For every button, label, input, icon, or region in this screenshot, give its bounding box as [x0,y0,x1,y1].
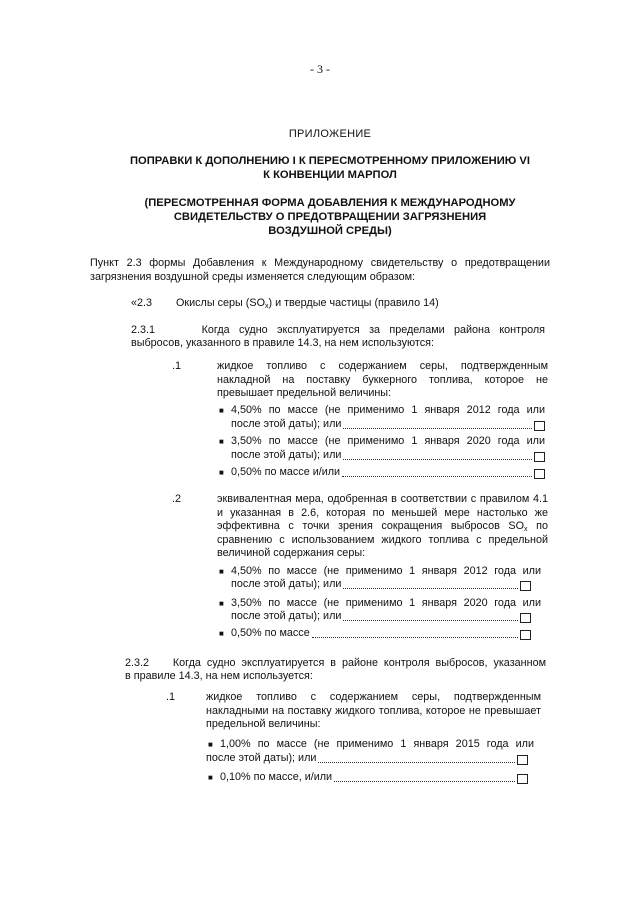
bullet-marker: ■ [219,599,224,608]
item-2-3-2-1-number: .1 [166,691,176,703]
bullet-2-3-1-1-a-line-2: после этой даты); или [231,418,545,432]
bullet-2-3-2-1-b: 0,10% по массе, и/или [220,771,528,785]
checkbox-2-3-2-1-b[interactable] [517,774,528,784]
bullet-2-3-1-2-a-line-1: 4,50% по массе (не применимо 1 января 2012 года или [231,565,541,577]
leader-dots [343,428,532,429]
bullet-2-3-1-1-b-line-1: 3,50% по массе (не применимо 1 января 2020 года или [231,435,545,447]
bullet-marker: ■ [208,740,213,749]
section-2-3-2-line-1: 2.3.2 Когда судно эксплуатируется в районе контроля выбросов, указанном [125,657,547,669]
leader-dots [343,459,532,460]
section-2-3-number: «2.3 [131,297,153,309]
intro-paragraph: Пункт 2.3 формы Добавления к Международному свидетельству о предотвращении загрязнения воздушной среды изменяется следующим образом: [90,257,550,283]
page-number: - 3 - [310,62,330,76]
item-2-3-1-1-number: .1 [172,360,182,372]
bullet-marker: ■ [219,567,224,576]
bullet-marker: ■ [219,468,224,477]
leader-dots [318,762,515,763]
bullet-2-3-1-2-b-line-1: 3,50% по массе (не применимо 1 января 2020 года или [231,597,541,609]
checkbox-2-3-1-2-b[interactable] [520,613,531,623]
leader-dots [312,637,518,638]
item-2-3-1-2-number: .2 [172,493,182,505]
bullet-2-3-2-1-a-line-1: 1,00% по массе (не применимо 1 января 2015 года или [220,738,534,750]
leader-dots [342,476,532,477]
bullet-2-3-1-2-b-line-2: после этой даты); или [231,610,531,624]
title-line-2: К КОНВЕНЦИИ МАРПОЛ [263,169,397,181]
section-2-3-1-line-2: выбросов, указанного в правиле 14.3, на нем используются: [131,337,434,349]
checkbox-2-3-1-1-a[interactable] [534,421,545,431]
bullet-2-3-1-1-b-line-2: после этой даты); или [231,449,545,463]
leader-dots [343,620,518,621]
leader-dots [334,781,515,782]
section-2-3-1-line-1: 2.3.1 Когда судно эксплуатируется за пределами района контроля [131,324,545,336]
bullet-2-3-1-1-c: 0,50% по массе и/или [231,466,545,480]
subtitle-line-2: СВИДЕТЕЛЬСТВУ О ПРЕДОТВРАЩЕНИИ ЗАГРЯЗНЕНИЯ [173,211,487,223]
bullet-2-3-1-1-a-line-1: 4,50% по массе (не применимо 1 января 2012 года или [231,404,545,416]
bullet-marker: ■ [219,406,224,415]
subtitle-line-1: (ПЕРЕСМОТРЕННАЯ ФОРМА ДОБАВЛЕНИЯ К МЕЖДУНАРОДНОМУ [144,197,516,209]
bullet-marker: ■ [208,773,213,782]
checkbox-2-3-1-1-b[interactable] [534,452,545,462]
annex-label: ПРИЛОЖЕНИЕ [288,128,372,140]
item-2-3-2-1-text: жидкое топливо с содержанием серы, подтвержденным накладными на поставку жидкого топлива, которое не превышает предельной величины: [206,691,541,730]
bullet-marker: ■ [219,437,224,446]
bullet-marker: ■ [219,629,224,638]
bullet-2-3-1-2-a-line-2: после этой даты); или [231,578,531,592]
bullet-2-3-1-2-c: 0,50% по массе [231,627,531,641]
section-2-3-title: Окислы серы $(SO_x)$ и твердые частицы (правило 14) [176,297,439,310]
item-2-3-1-1-text: жидкое топливо с содержанием серы, подтвержденным накладной на поставку буккерного топлива, которое не превышает предельной величины: [217,360,548,399]
item-2-3-1-2-text: эквивалентная мера, одобренная в соответствии с правилом 4.1 и указанная в 2.6, которая по меньшей мере настолько же эффективна с точки зрения сокращения выбросов $SO_x$ по сравнению с использованием жидкого топлива с предельной величиной содержания серы: [217,493,548,559]
checkbox-2-3-1-1-c[interactable] [534,469,545,479]
subtitle-line-3: ВОЗДУШНОЙ СРЕДЫ) [268,225,392,237]
checkbox-2-3-1-2-c[interactable] [520,630,531,640]
checkbox-2-3-2-1-a[interactable] [517,755,528,765]
leader-dots [343,588,518,589]
title-line-1: ПОПРАВКИ К ДОПОЛНЕНИЮ I К ПЕРЕСМОТРЕННОМУ ПРИЛОЖЕНИЮ VI [129,155,531,167]
bullet-2-3-2-1-a-line-2: после этой даты); или [206,752,528,766]
section-2-3-2-line-2: в правиле 14.3, на нем используется: [125,670,313,682]
checkbox-2-3-1-2-a[interactable] [520,581,531,591]
